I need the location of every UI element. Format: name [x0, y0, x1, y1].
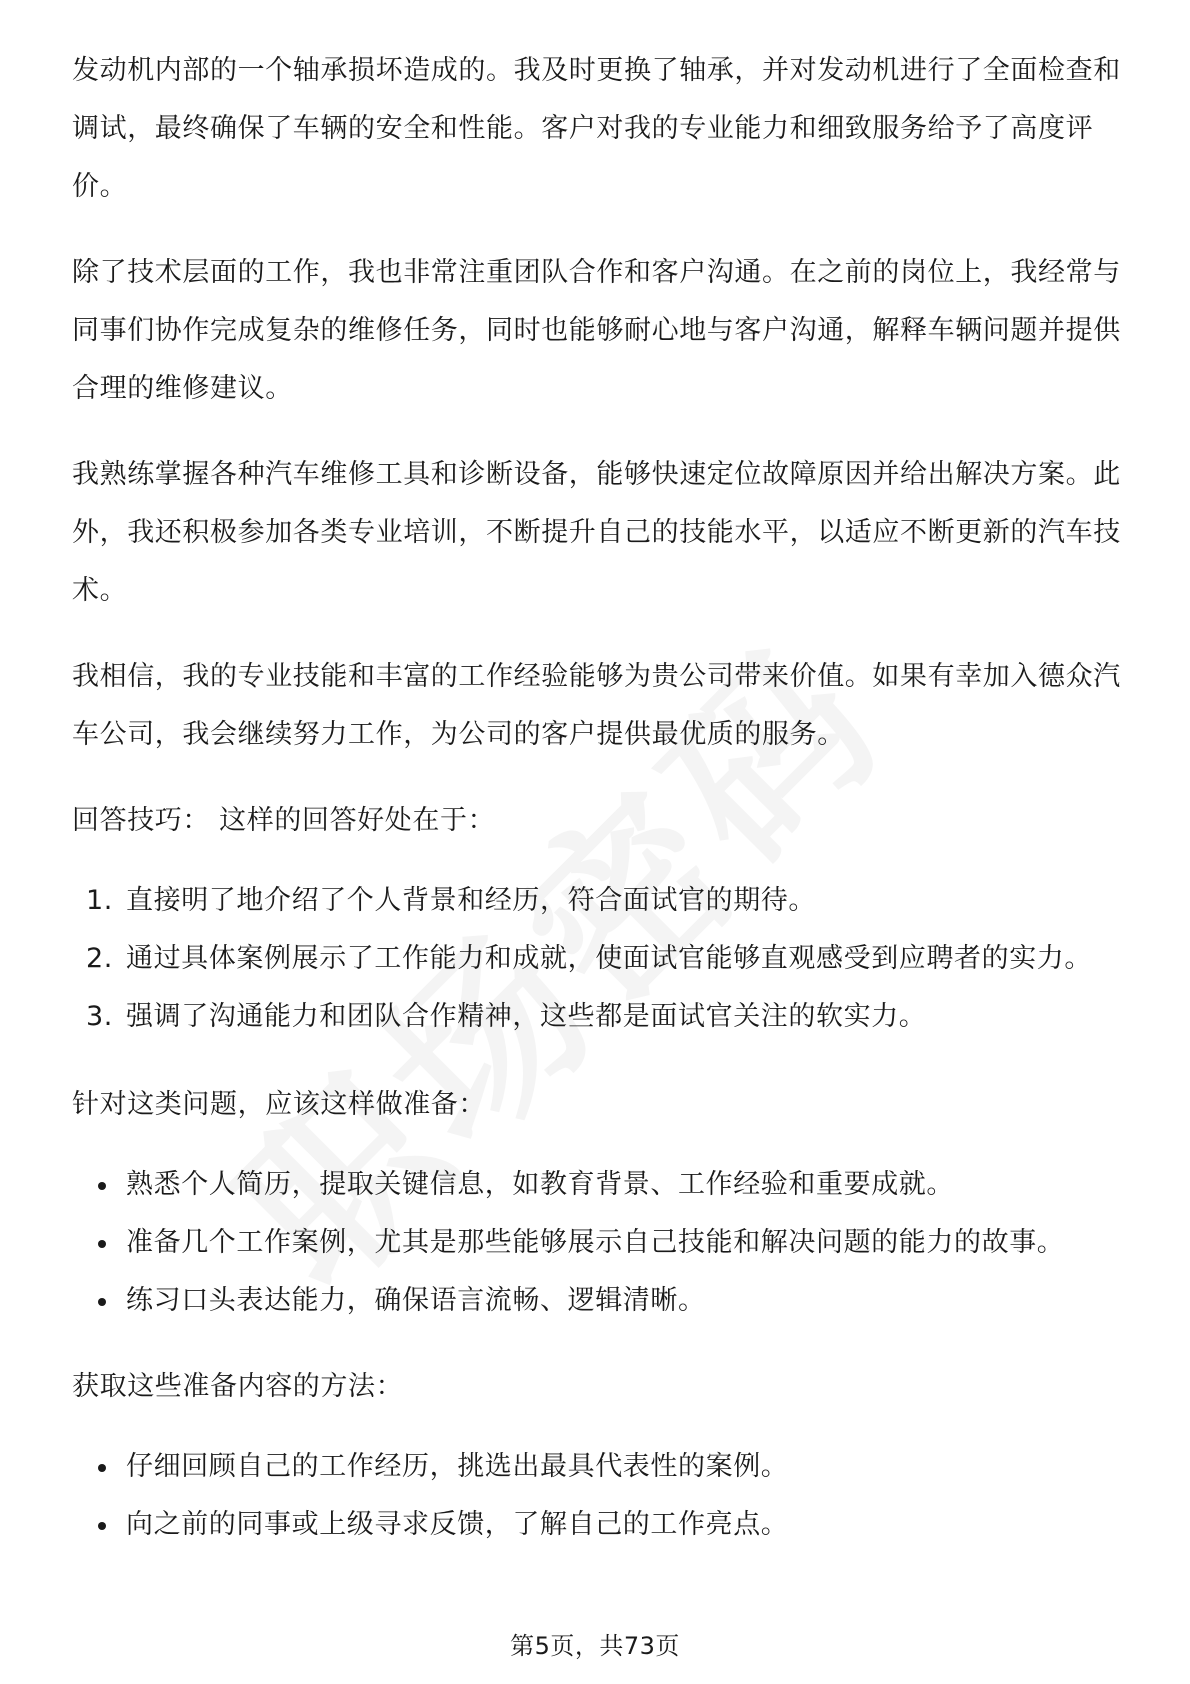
- list-number: 2.: [86, 943, 113, 974]
- prep-heading: 针对这类问题，应该这样做准备：: [72, 1089, 486, 1120]
- list-number: 3.: [86, 1001, 113, 1032]
- bullet-icon: [98, 1464, 106, 1472]
- methods-heading: 获取这些准备内容的方法：: [72, 1371, 404, 1402]
- paragraph-skills: 我熟练掌握各种汽车维修工具和诊断设备，能够快速定位故障原因并给出解决方案。此外，我还积极参加各类专业培训，不断提升自己的技能水平，以适应不断更新的汽车技术。: [72, 459, 1121, 606]
- list-item-text: 准备几个工作案例，尤其是那些能够展示自己技能和解决问题的能力的故事。: [126, 1227, 1065, 1258]
- paragraph-engine-repair: 发动机内部的一个轴承损坏造成的。我及时更换了轴承，并对发动机进行了全面检查和调试，最终确保了车辆的安全和性能。客户对我的专业能力和细致服务给予了高度评价。: [72, 55, 1121, 202]
- page-number: 第5页，共73页: [510, 1632, 680, 1660]
- list-item-text: 仔细回顾自己的工作经历，挑选出最具代表性的案例。: [126, 1451, 789, 1482]
- prep-list: [72, 1156, 1124, 1330]
- list-item: [72, 1272, 1124, 1330]
- bullet-icon: [98, 1240, 106, 1248]
- paragraph-closing: 我相信，我的专业技能和丰富的工作经验能够为贵公司带来价值。如果有幸加入德众汽车公司，我会继续努力工作，为公司的客户提供最优质的服务。: [72, 661, 1121, 750]
- paragraph-teamwork: 除了技术层面的工作，我也非常注重团队合作和客户沟通。在之前的岗位上，我经常与同事们协作完成复杂的维修任务，同时也能够耐心地与客户沟通，解释车辆问题并提供合理的维修建议。: [72, 257, 1121, 404]
- tips-list: [72, 872, 1124, 1046]
- list-item-text: 强调了沟通能力和团队合作精神，这些都是面试官关注的软实力。: [126, 1001, 927, 1032]
- list-item-text: 练习口头表达能力，确保语言流畅、逻辑清晰。: [126, 1285, 706, 1316]
- list-item-text: 熟悉个人简历，提取关键信息，如教育背景、工作经验和重要成就。: [126, 1169, 954, 1200]
- list-item: [72, 1438, 1124, 1496]
- tips-heading: 回答技巧： 这样的回答好处在于：: [72, 805, 496, 836]
- list-item-text: 通过具体案例展示了工作能力和成就，使面试官能够直观感受到应聘者的实力。: [126, 943, 1092, 974]
- list-item: [72, 988, 1124, 1046]
- list-item-text: 向之前的同事或上级寻求反馈，了解自己的工作亮点。: [126, 1509, 789, 1540]
- list-item: [72, 872, 1124, 930]
- bullet-icon: [98, 1522, 106, 1530]
- list-item: [72, 1156, 1124, 1214]
- list-item: [72, 1496, 1124, 1554]
- list-item: [72, 930, 1124, 988]
- list-item-text: 直接明了地介绍了个人背景和经历，符合面试官的期待。: [126, 885, 816, 916]
- document-body: [72, 42, 1124, 1582]
- list-item: [72, 1214, 1124, 1272]
- list-number: 1.: [86, 885, 113, 916]
- bullet-icon: [98, 1182, 106, 1190]
- bullet-icon: [98, 1298, 106, 1306]
- methods-list: [72, 1438, 1124, 1554]
